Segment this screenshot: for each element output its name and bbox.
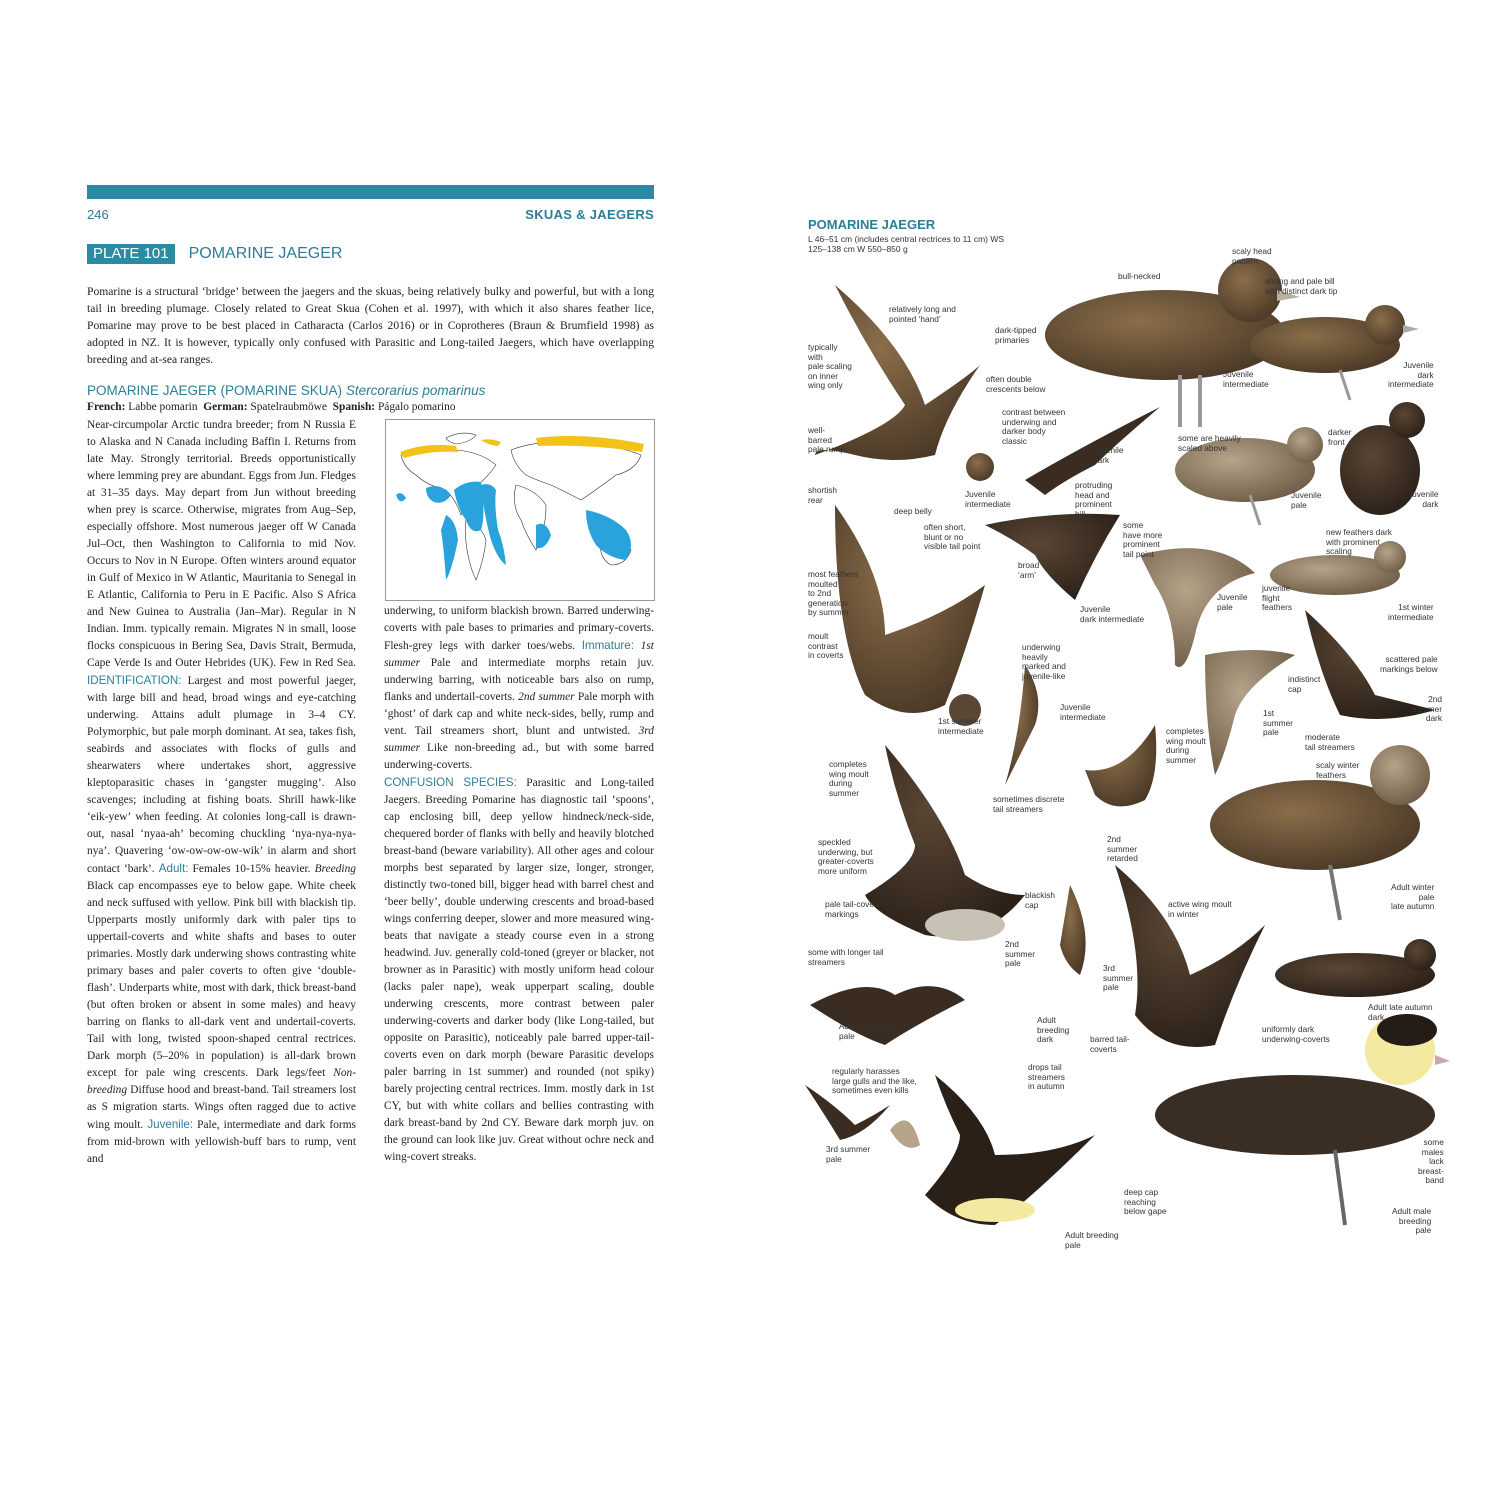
plate-label: strong and pale bill with distinct dark tip bbox=[1265, 276, 1338, 296]
plate-label: indistinct cap bbox=[1288, 674, 1321, 694]
nonbreeding-label: Non-breeding bbox=[87, 1067, 356, 1096]
plate-label: relatively long and pointed ‘hand’ bbox=[889, 304, 956, 324]
plate-label: Adult breeding pale bbox=[1065, 1230, 1119, 1250]
plate-label: completes wing moult during summer bbox=[1166, 726, 1206, 765]
identification-text: Largest and most powerful jaeger, with large bill and head, broad wings and eye-catching underwing. Attains adult plumage in 3–4 CY. Polymorphic, but pale morph dominant. At sea, takes fish, seabirds and associates with flocks of gulls and shearwaters where undertakes short, aggressive kleptoparasitic chases in ‘gangster mugging’. Also scavenges; including at fishing boats. Shrill hawk-like ‘eik-yew’ when feeding. At colonies long-call is drawn-out, nasal ‘nyaa-ah’ becoming chuckling ‘nya-nya-nya-nya’. Quavering ‘ow-ow-ow-ow-wik’ in alarm and short contact ‘bark’. bbox=[87, 675, 356, 875]
plate-label: some males lack breast- band bbox=[1418, 1137, 1444, 1185]
plate-label: moult contrast in coverts bbox=[808, 631, 844, 660]
plate-label: Adult male breeding pale bbox=[1392, 1206, 1432, 1235]
plate-label: sometimes discrete tail streamers bbox=[993, 794, 1065, 814]
plate-label: 1st winter intermediate bbox=[1388, 602, 1434, 622]
plate-label: 3rd summer pale bbox=[1103, 963, 1133, 992]
text-column-2 bbox=[384, 603, 654, 1166]
bird-2nd-summer-retarded bbox=[1085, 725, 1156, 806]
third-summer-text: Like non-breeding ad., but with some barred underwing-coverts. bbox=[384, 742, 654, 771]
plate-label: broad ‘arm’ bbox=[1018, 560, 1040, 580]
nonbreeding-text: Diffuse hood and breast-band. Tail streamers lost as S migration starts. Wings often ragged due to active wing moult. bbox=[87, 1084, 356, 1131]
bird-completes-moult bbox=[865, 745, 1025, 941]
plate-label: well- barred pale rump bbox=[808, 425, 845, 454]
juvenile-continued-text: underwing, to uniform blackish brown. Barred underwing-coverts with pale bases to primaries and primary-coverts. Flesh-grey legs with darker toes/webs. bbox=[384, 605, 654, 652]
breeding-label: Breeding bbox=[314, 863, 356, 875]
plate-label: underwing heavily marked and juvenile-like bbox=[1022, 642, 1066, 681]
page-number: 246 bbox=[87, 207, 109, 222]
plate-label: protruding head and prominent bill bbox=[1075, 480, 1113, 519]
adult-pre-text: Females 10-15% heavier. bbox=[192, 863, 311, 875]
plate-label: Adult late autumn dark bbox=[1368, 1002, 1433, 1022]
plate-label: scaly head pattern bbox=[1232, 246, 1272, 266]
plate-label: regularly harasses large gulls and the like, sometimes even kills bbox=[832, 1066, 917, 1095]
adult-text: Black cap encompasses eye to below gape. White cheek and neck suffused with yellow. Pink bill with blackish tip. Upperparts mostly uniformly dark with paler tips to uppertail-coverts and white shafts and bases to outer primaries. Mostly dark underwing shows contrasting white primary bases and paler coverts to often give ‘double-flash’. Underparts white, most with dark, thick breast-band (but often broken or absent in some males) and heavy barring on flanks to all-dark vent and undertail-coverts. Tail with long, twisted spoon-shaped central rectrices. Dark morph (5–20% in population) is all-dark brown except for pale wing crescents. Dark legs/feet bbox=[87, 880, 356, 1079]
plate-label: juvenile flight feathers bbox=[1262, 583, 1292, 612]
german-name: Spatelraubmöwe bbox=[250, 401, 327, 413]
plate-label: pale tail-covert markings bbox=[825, 899, 879, 919]
plate-label: barred tail- coverts bbox=[1090, 1034, 1130, 1054]
plate-label: Juvenile pale bbox=[1291, 490, 1322, 510]
plate-label: Juvenile intermediate bbox=[1223, 369, 1269, 389]
second-summer-label: 2nd summer bbox=[518, 691, 575, 703]
species-scientific-name: Stercorarius pomarinus bbox=[345, 383, 486, 398]
foreign-names bbox=[87, 401, 455, 413]
plate-label: 1st summer intermediate bbox=[938, 716, 984, 736]
plate-label: 2nd summer dark bbox=[1412, 694, 1442, 723]
plate-label: contrast between underwing and darker body classic bbox=[1002, 407, 1066, 446]
range-map bbox=[385, 419, 655, 601]
plate-label: scaly winter feathers bbox=[1316, 760, 1360, 780]
plate-label: completes wing moult during summer bbox=[829, 759, 869, 798]
species-heading bbox=[87, 383, 485, 398]
plate-label: dark-tipped primaries bbox=[995, 325, 1037, 345]
juvenile-text: Pale, intermediate and dark forms from mid-brown with yellowish-buff bars to rump, vent and bbox=[87, 1119, 356, 1165]
plate-label: darker front bbox=[1328, 427, 1352, 447]
confusion-heading: CONFUSION SPECIES: bbox=[384, 776, 517, 789]
plate-label: some with longer tail streamers bbox=[808, 947, 884, 967]
bird-adult-breeding-pale-flying bbox=[925, 1075, 1095, 1225]
first-summer-text: Pale and intermediate morphs retain juv. underwing barring, with noticeable bars also on rump, flanks and undertail-coverts. bbox=[384, 657, 654, 703]
plate-label: deep cap reaching below gape bbox=[1124, 1187, 1167, 1216]
plate-label: scattered pale markings below bbox=[1380, 654, 1438, 674]
plate-label: uniformly dark underwing-coverts bbox=[1262, 1024, 1330, 1044]
bird-adult-breeding-dark-flying bbox=[1115, 865, 1265, 1047]
spanish-label: Spanish: bbox=[332, 401, 376, 413]
plate-label: typically with pale scaling on inner wing only bbox=[808, 342, 852, 390]
plate-heading: POMARINE JAEGER bbox=[808, 217, 936, 232]
intro-paragraph: Pomarine is a structural ‘bridge’ between the jaegers and the skuas, being relatively bulky and powerful, but with a long tail in breeding plumage. Closely related to Great Skua (Cohen et al. 1997), with which it also shares feather lice, Pomarine may prove to be best placed in Catharacta (Carlos 2016) or in Coprotheres (Braun & Brumfield 1998) as adopted in NZ. It is however, typically only confused with Parasitic and Long-tailed Jaegers, which have overlapping breeding and at-sea ranges. bbox=[87, 285, 654, 366]
plate-label: Adult breeding pale bbox=[839, 1021, 893, 1041]
plate-label: Juvenile dark bbox=[1408, 489, 1439, 509]
plate-label: shortish rear bbox=[808, 485, 838, 505]
plate-label: Adult winter pale bbox=[1236, 1078, 1280, 1098]
plate-label: 1st summer pale bbox=[1263, 708, 1293, 737]
plate-badge: PLATE 101 bbox=[87, 244, 175, 264]
range-text: Near-circumpolar Arctic tundra breeder; from N Russia E to Alaska and N Canada including Baffin I. Returns from late May. Strongly territorial. Breeds opportunistically where lemming prey are abundant. Eggs from Jun. Fledges at 31–35 days. May depart from Jun without breeding when prey is scarce. Otherwise, migrates from Aug–Sep, especially offshore. Most numerous jaeger off W Canada Jul–Oct, then Washington to California to mid Nov. Occurs to Nov in N Europe. Often winters around equator in Gulf of Mexico in W Atlantic, Mauritania to Senegal in E Atlantic, California to Peru in E Pacific. Also S Africa and New Guinea to Australia (Jan–Mar). Regular in N Indian. Imm. typically remain. Migrates N in small, loose flocks conspicuous in Bering Sea, Davis Strait, Bermuda, Cape Verde Is and Outer Hebrides (UK). Few in Red Sea. bbox=[87, 419, 356, 669]
plate-label: often double crescents below bbox=[986, 374, 1046, 394]
plate-label: deep belly bbox=[894, 506, 932, 516]
plate-label: 2nd summer pale bbox=[1005, 939, 1035, 968]
second-summer-text: Pale morph with ‘ghost’ of dark cap and white neck-sides, belly, rump and vent. Tail streamers short, blunt and untwisted. bbox=[384, 691, 655, 737]
first-summer-label: 1st summer bbox=[384, 640, 654, 669]
plate-label: 2nd summer retarded bbox=[1107, 834, 1138, 863]
text-column-1 bbox=[87, 417, 356, 1168]
plate-label: Adult winter pale late autumn bbox=[1391, 882, 1435, 911]
plate-label: moderate tail streamers bbox=[1305, 732, 1355, 752]
bird-juvenile-dark-flying bbox=[985, 514, 1120, 600]
plate-label: Juvenile dark intermediate bbox=[1388, 360, 1434, 389]
plate-label: most feathers moulted to 2nd generation by summer bbox=[808, 569, 859, 617]
plate-label: some have more prominent tail point bbox=[1123, 520, 1163, 559]
species-common-name: POMARINE JAEGER (POMARINE SKUA) bbox=[87, 383, 343, 398]
plate-label: Adult breeding dark bbox=[1037, 1015, 1070, 1044]
plate-label: 3rd summer pale bbox=[826, 1144, 871, 1164]
plate-label: some are heavily scaled above bbox=[1178, 433, 1241, 453]
plate-label: often short, blunt or no visible tail point bbox=[924, 522, 981, 551]
plate-measurements: L 46–51 cm (includes central rectrices to 11 cm) WS 125–138 cm W 550–850 g bbox=[808, 234, 1005, 254]
french-name: Labbe pomarin bbox=[128, 401, 198, 413]
plate-label: Juvenile pale bbox=[1217, 592, 1248, 612]
confusion-text: Parasitic and Long-tailed Jaegers. Breeding Pomarine has diagnostic tail ‘spoons’, cap enclosing bill, deep yellow hindneck/neck-side, chequered border of flanks with belly and heavily blotched breast-band (beware variability). All other ages and colour morphs best separated by larger size, longer, stronger, distinctly two-toned bill, bigger head with barrel chest and ‘beer belly’, double underwing crescents and broad-based wings conferring deeper, slower and more measured wing-beats that navigate a steady course even in a strong headwind. Juv. generally cold-toned (greyer or blacker, not browner as in Parasitic) with mostly uniform head colour (lacks paler nape), weak upperpart scaling, double underwing crescents, more contrast between paler underwing-coverts and darker body (like Long-tailed, but opposite on Parasitic), noticeably pale barred upper-tail-coverts even on dark morph (beware Parasitic develops paler barring in 1st summer) and rounded (not spiky) barely projecting central rectrices. Imm. mostly dark in 1st CY, but with white collars and bellies contrasting with dark breast-band by 2nd CY. Beware dark morph juv. on the ground can look like juv. Great without ochre neck and wing-covert streaks. bbox=[384, 777, 654, 1163]
german-label: German: bbox=[203, 401, 248, 413]
plate-label: new feathers dark with prominent scaling bbox=[1326, 527, 1392, 556]
french-label: French: bbox=[87, 401, 126, 413]
adult-heading: Adult: bbox=[158, 862, 189, 875]
bird-juvenile-intermediate-small bbox=[1005, 665, 1038, 785]
plate-label: drops tail streamers in autumn bbox=[1028, 1062, 1065, 1091]
header-bar bbox=[87, 185, 654, 199]
plate-label: Juvenile dark bbox=[1093, 445, 1124, 465]
bird-adult-late-autumn-dark bbox=[1275, 939, 1436, 997]
third-summer-label: 3rd summer bbox=[384, 725, 654, 754]
plate-label: Juvenile intermediate bbox=[1060, 702, 1106, 722]
plate-name: POMARINE JAEGER bbox=[188, 245, 343, 262]
plate-label: Juvenile intermediate bbox=[965, 489, 1011, 509]
running-head: SKUAS & JAEGERS bbox=[525, 207, 654, 222]
identification-heading: IDENTIFICATION: bbox=[87, 674, 182, 687]
bird-2nd-summer-pale-small bbox=[1060, 885, 1086, 975]
plate-label: blackish cap bbox=[1025, 890, 1055, 910]
spanish-name: Págalo pomarino bbox=[377, 401, 456, 413]
immature-heading: Immature: bbox=[581, 639, 634, 652]
plate-label: Juvenile dark intermediate bbox=[1080, 604, 1145, 624]
plate-title bbox=[87, 244, 342, 264]
juvenile-heading: Juvenile: bbox=[147, 1118, 194, 1131]
plate-label: bull-necked bbox=[1118, 271, 1161, 281]
plate-label: speckled underwing, but greater-coverts more uniform bbox=[818, 837, 874, 876]
plate-label: active wing moult in winter bbox=[1168, 899, 1232, 919]
